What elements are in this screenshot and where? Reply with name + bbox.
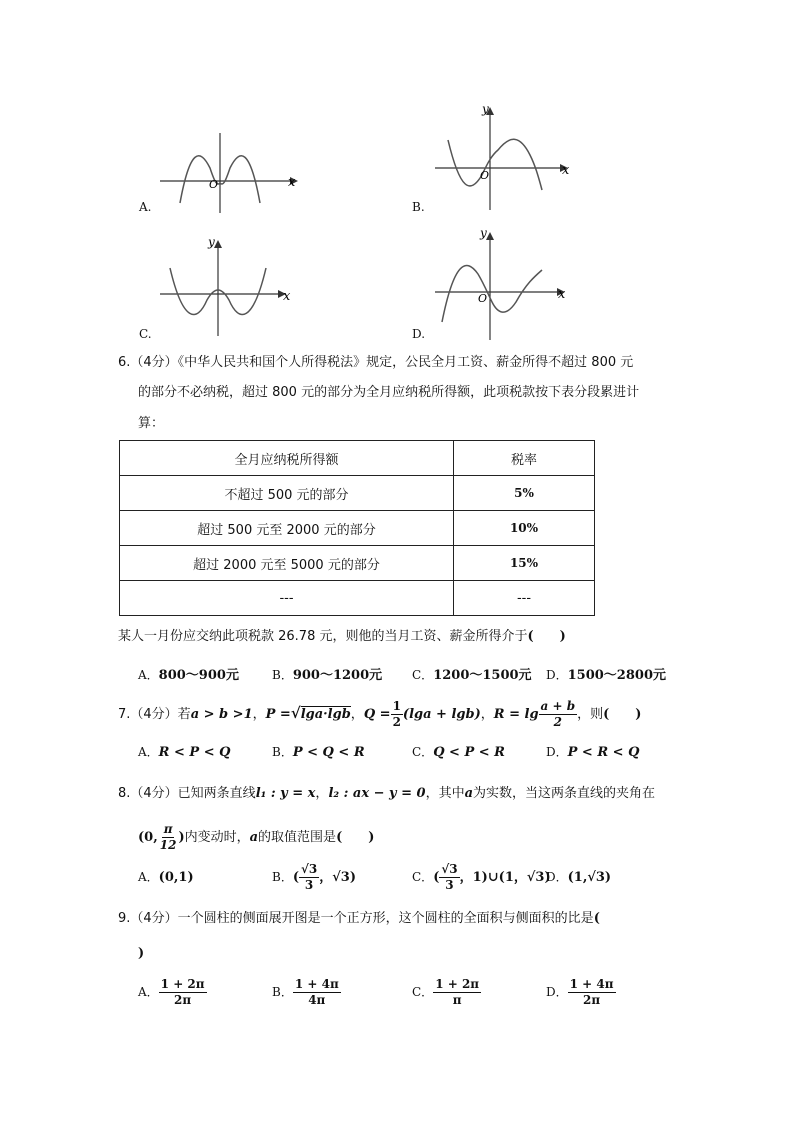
q8-option-c-pre: (: [433, 870, 440, 885]
q8-range-num: π: [163, 822, 173, 836]
graph-c-y-label: y: [208, 235, 215, 249]
graph-b-letter: B.: [412, 200, 425, 214]
graph-a-x-label: x: [288, 175, 296, 190]
table-cell-rate: 10%: [454, 511, 595, 546]
q6-line2: 的部分不必纳税，超过 800 元的部分为全月应纳税所得额，此项税款按下表分段累进计: [138, 385, 640, 400]
graph-option-d: [430, 222, 580, 342]
graph-d-svg: [430, 222, 580, 342]
q8-range-den: 12: [159, 838, 177, 852]
tax-table-header-income: 全月应纳税所得额: [120, 441, 454, 476]
q9-paren-open: (: [593, 911, 600, 926]
q6-option-c-letter: C．: [412, 668, 434, 682]
q8-stem-line2: [138, 822, 374, 853]
q8-option-b-num: √3: [300, 862, 318, 876]
graph-c-y-arrow: [214, 240, 222, 248]
q8-option-a-letter: A．: [138, 870, 159, 884]
q7-answer-paren: ( ): [603, 707, 642, 722]
q8-option-c: [412, 862, 551, 893]
q7-q-num: 1: [392, 699, 401, 713]
q8-option-c-num: √3: [441, 862, 458, 876]
q9-option-c-letter: C．: [412, 985, 434, 999]
q8-option-b-letter: B．: [272, 870, 293, 884]
q7-sqrt-sign: √: [290, 704, 301, 722]
graph-option-a: [155, 128, 305, 218]
q7-sep2: ，: [350, 707, 364, 722]
q6-option-b: [272, 664, 382, 687]
q9-option-a-num: 1 + 2π: [160, 977, 205, 991]
table-row: [120, 511, 595, 546]
q7-prefix: 7.（4分）若: [118, 707, 191, 722]
q8-option-b-post: ，√3): [319, 870, 356, 885]
q6-option-d: [546, 664, 666, 687]
q9-option-a-letter: A．: [138, 985, 159, 999]
q8-sep: ，: [315, 786, 329, 801]
q8-option-b-fraction: [299, 862, 319, 893]
q6-option-c-text: 1200～1500元: [433, 668, 532, 683]
q7-sep1: ，: [252, 707, 266, 722]
q8-option-b-den: 3: [304, 878, 314, 892]
q7-option-b-text: P < Q < R: [292, 745, 365, 760]
graph-d-y-arrow: [486, 232, 494, 240]
q8-prefix: 8.（4分）已知两条直线: [118, 786, 256, 801]
q9-option-d: [546, 975, 616, 1010]
table-row: [120, 546, 595, 581]
q9-option-a-fraction: [159, 977, 207, 1008]
graph-c-letter: C.: [139, 327, 152, 341]
graph-d-x-label: x: [558, 287, 566, 302]
q6-line3: 算：: [138, 416, 165, 431]
q7-q-fraction: [391, 699, 403, 730]
q6-option-d-letter: D．: [546, 668, 568, 682]
q7-option-b-letter: B．: [272, 745, 293, 759]
q8-line-l1: l₁ : y = x: [255, 786, 316, 801]
q9-option-d-letter: D．: [546, 985, 568, 999]
q8-option-c-letter: C．: [412, 870, 434, 884]
q8-middle: ，其中: [425, 786, 465, 801]
q8-option-c-post: ，1)∪(1，√3): [459, 870, 551, 885]
q8-rest: 为实数，当这两条直线的夹角在: [473, 786, 656, 801]
q6-line1: 6.（4分）《中华人民共和国个人所得税法》规定，公民全月工资、薪金所得不超过 800 元: [118, 355, 634, 370]
q7-option-a-letter: A．: [138, 745, 159, 759]
q8-var-a2: a: [249, 830, 259, 845]
q7-option-d: [546, 741, 639, 764]
q7-suffix: ，则: [577, 707, 604, 722]
q9-option-c-num: 1 + 2π: [435, 977, 480, 991]
graph-c-svg: [155, 228, 305, 338]
q8-line-l2: l₂ : ax − y = 0: [328, 786, 426, 801]
q8-option-a: [138, 862, 194, 893]
q9-option-d-num: 1 + 4π: [569, 977, 614, 991]
q8-option-b-pre: (: [292, 870, 299, 885]
graph-d-curve: [442, 266, 542, 322]
graph-b-curve: [448, 139, 542, 190]
q8-line2-text: 内变动时，: [184, 830, 250, 845]
q8-answer-paren: ( ): [336, 830, 375, 845]
q8-option-d-letter: D．: [546, 870, 568, 884]
q9-option-a: [138, 975, 207, 1010]
q8-option-c-fraction: [439, 862, 459, 893]
table-cell-rate: ---: [454, 581, 595, 616]
table-cell-bracket: 超过 2000 元至 5000 元的部分: [120, 546, 454, 581]
q7-q-expr: (lga + lgb): [402, 707, 481, 722]
q8-range-fraction: [158, 822, 179, 853]
q9-option-c-den: π: [452, 993, 462, 1007]
q6-option-c: [412, 664, 532, 687]
table-cell-rate: 15%: [454, 546, 595, 581]
q6-option-b-text: 900～1200元: [292, 668, 383, 683]
q8-range-open: (0,: [138, 830, 158, 845]
q7-sep3: ，: [480, 707, 494, 722]
q7-option-b: [272, 741, 365, 764]
graph-b-svg: [430, 100, 580, 215]
q8-stem-line1: [118, 783, 655, 805]
q8-line2-end: 的取值范围是: [258, 830, 337, 845]
table-row: [120, 581, 595, 616]
q7-option-d-letter: D．: [546, 745, 568, 759]
q6-answer-paren: ( ): [527, 629, 566, 644]
q7-option-c-letter: C．: [412, 745, 434, 759]
q8-option-b: [272, 862, 356, 893]
graph-c-x-label: x: [283, 289, 291, 304]
tax-table-header-row: [120, 441, 595, 476]
q7-r-den: 2: [553, 715, 563, 729]
graph-d-y-label: y: [480, 226, 487, 240]
q9-stem-line2: [138, 943, 144, 965]
graph-a-origin: O: [209, 178, 219, 191]
q8-option-a-text: (0,1): [158, 870, 194, 885]
graph-b-origin: O: [480, 169, 490, 182]
q9-option-b: [272, 975, 341, 1010]
q7-stem: [118, 699, 641, 730]
graph-b-y-label: y: [482, 102, 489, 116]
q6-option-d-text: 1500～2800元: [567, 668, 666, 683]
q9-option-d-fraction: [568, 977, 616, 1008]
q6-option-a: [138, 664, 239, 687]
q6-option-b-letter: B．: [272, 668, 293, 682]
graph-option-c: [155, 228, 305, 338]
q8-option-d-text: (1,√3): [567, 870, 612, 885]
q7-q-label: Q =: [363, 707, 391, 722]
graph-a-svg: [155, 128, 305, 218]
tax-table-header-rate: 税率: [454, 441, 595, 476]
q7-option-a-text: R < P < Q: [158, 745, 231, 760]
q8-option-d: [546, 862, 611, 893]
q9-option-b-num: 1 + 4π: [294, 977, 339, 991]
table-row: [120, 476, 595, 511]
table-cell-rate: 5%: [454, 476, 595, 511]
q6-question: [118, 626, 566, 648]
q7-r-label: R = lg: [493, 707, 539, 722]
q7-q-den: 2: [392, 715, 401, 729]
q9-option-b-letter: B．: [272, 985, 293, 999]
q7-p-label: P =: [265, 707, 291, 722]
q7-p-expr: lga·lgb: [300, 707, 351, 722]
table-cell-bracket: 不超过 500 元的部分: [120, 476, 454, 511]
graph-d-origin: O: [478, 292, 488, 305]
q9-option-a-den: 2π: [174, 993, 192, 1007]
q7-option-c-text: Q < P < R: [433, 745, 505, 760]
graph-b-x-label: x: [562, 163, 570, 178]
q7-option-a: [138, 741, 230, 764]
q7-r-num: a + b: [540, 699, 576, 713]
q9-option-c-fraction: [433, 977, 481, 1008]
graph-option-b: [430, 100, 580, 215]
q7-r-fraction: [539, 699, 578, 730]
q9-text: 9.（4分）一个圆柱的侧面展开图是一个正方形，这个圆柱的全面积与侧面积的比是: [118, 911, 594, 926]
table-cell-bracket: ---: [120, 581, 454, 616]
q6-option-a-text: 800～900元: [158, 668, 239, 683]
q8-var-a: a: [464, 786, 474, 801]
q8-option-c-den: 3: [445, 878, 454, 892]
q6-option-a-letter: A．: [138, 668, 159, 682]
q8-range-close: ): [178, 830, 185, 845]
q9-option-b-fraction: [293, 977, 341, 1008]
q9-option-d-den: 2π: [583, 993, 601, 1007]
table-cell-bracket: 超过 500 元至 2000 元的部分: [120, 511, 454, 546]
graph-d-letter: D.: [412, 327, 426, 341]
graph-a-letter: A.: [139, 200, 152, 214]
q7-condition: a > b >1: [190, 707, 253, 722]
q7-option-c: [412, 741, 505, 764]
q6-question-text: 某人一月份应交纳此项税款 26.78 元，则他的当月工资、薪金所得介于: [118, 629, 528, 644]
q9-paren-close: ): [138, 946, 145, 961]
q7-option-d-text: P < R < Q: [567, 745, 640, 760]
q9-stem-line1: [118, 908, 600, 930]
tax-table: [119, 440, 595, 616]
q9-option-b-den: 4π: [308, 993, 326, 1007]
q9-option-c: [412, 975, 481, 1010]
